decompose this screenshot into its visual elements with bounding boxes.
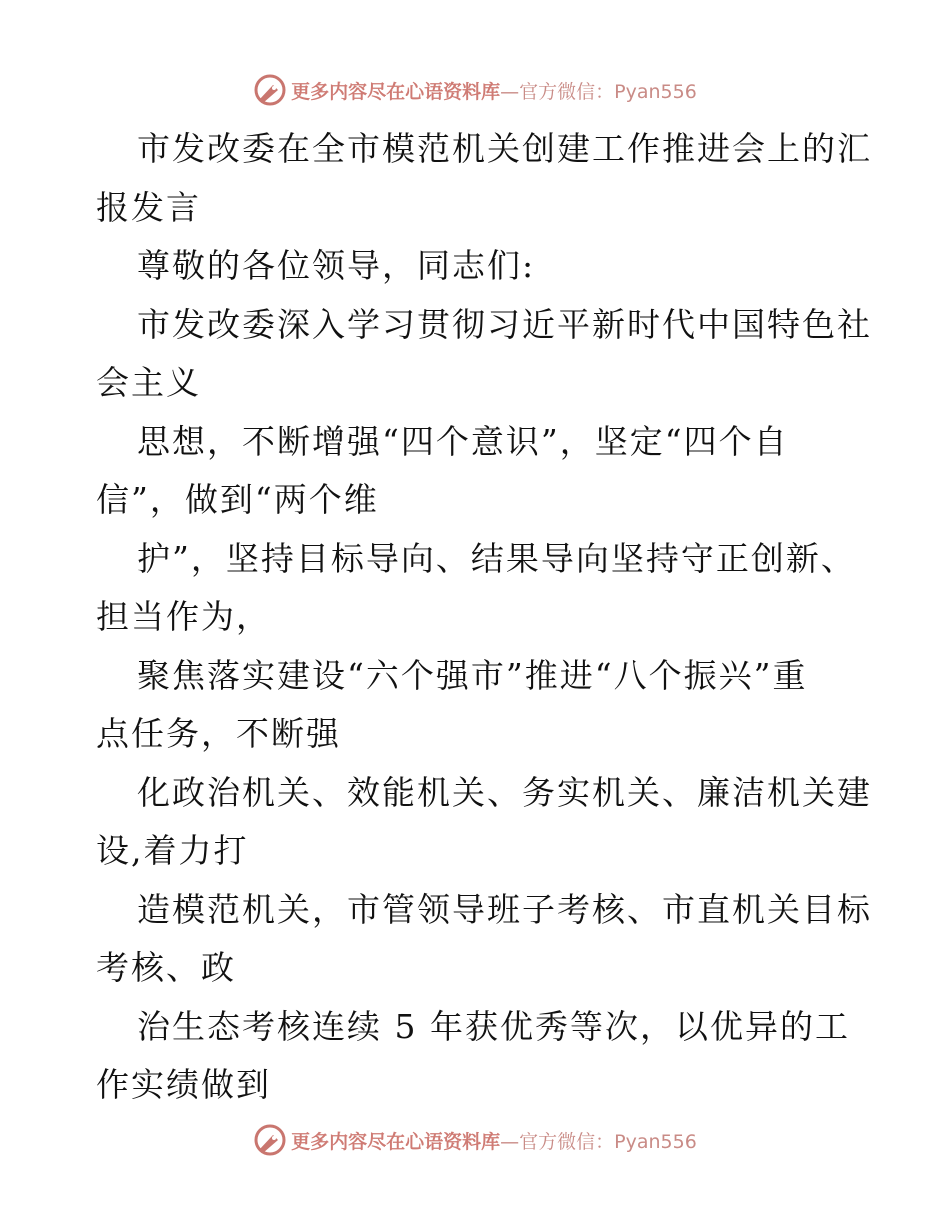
document-line: 点任务，不断强 — [96, 714, 341, 753]
banner-wechat: 官方微信：Pyan556 — [519, 1130, 697, 1153]
document-line: 信”，做到“两个维 — [96, 480, 379, 519]
document-line: 市发改委深入学习贯彻习近平新时代中国特色社 — [137, 304, 872, 344]
banner-brand: 更多内容尽在心语资料库 — [291, 80, 501, 103]
document-line: 治生态考核连续 5 年获优秀等次，以优异的工 — [137, 1006, 850, 1046]
document-line: 设,着力打 — [96, 831, 249, 870]
banner-separator: — — [500, 80, 520, 103]
pen-nib-circle-icon — [253, 73, 287, 107]
document-line: 报发言 — [96, 187, 201, 227]
document-line: 会主义 — [96, 363, 201, 402]
document-line: 思想，不断增强“四个意识”，坚定“四个自 — [137, 421, 789, 461]
banner-text — [291, 77, 697, 104]
document-line: 考核、政 — [96, 948, 236, 987]
document-line: 市发改委在全市模范机关创建工作推进会上的汇 — [137, 129, 872, 168]
footer-banner — [0, 1120, 950, 1160]
document-line: 担当作为， — [96, 597, 271, 636]
document-line: 化政治机关、效能机关、务实机关、廉洁机关建 — [137, 772, 872, 812]
header-banner — [0, 70, 950, 110]
banner-separator: — — [500, 1130, 520, 1153]
banner-wechat: 官方微信：Pyan556 — [519, 80, 697, 103]
document-body — [96, 120, 872, 1115]
document-line: 尊敬的各位领导，同志们: — [137, 246, 536, 285]
pen-nib-circle-icon — [253, 1123, 287, 1157]
document-line: 护”，坚持目标导向、结果导向坚持守正创新、 — [137, 538, 856, 578]
banner-text — [291, 1127, 697, 1154]
document-line: 造模范机关，市管领导班子考核、市直机关目标 — [137, 889, 872, 929]
banner-brand: 更多内容尽在心语资料库 — [291, 1130, 501, 1153]
document-line: 作实绩做到 — [96, 1065, 271, 1104]
document-line: 聚焦落实建设“六个强市”推进“八个振兴”重 — [137, 655, 808, 695]
